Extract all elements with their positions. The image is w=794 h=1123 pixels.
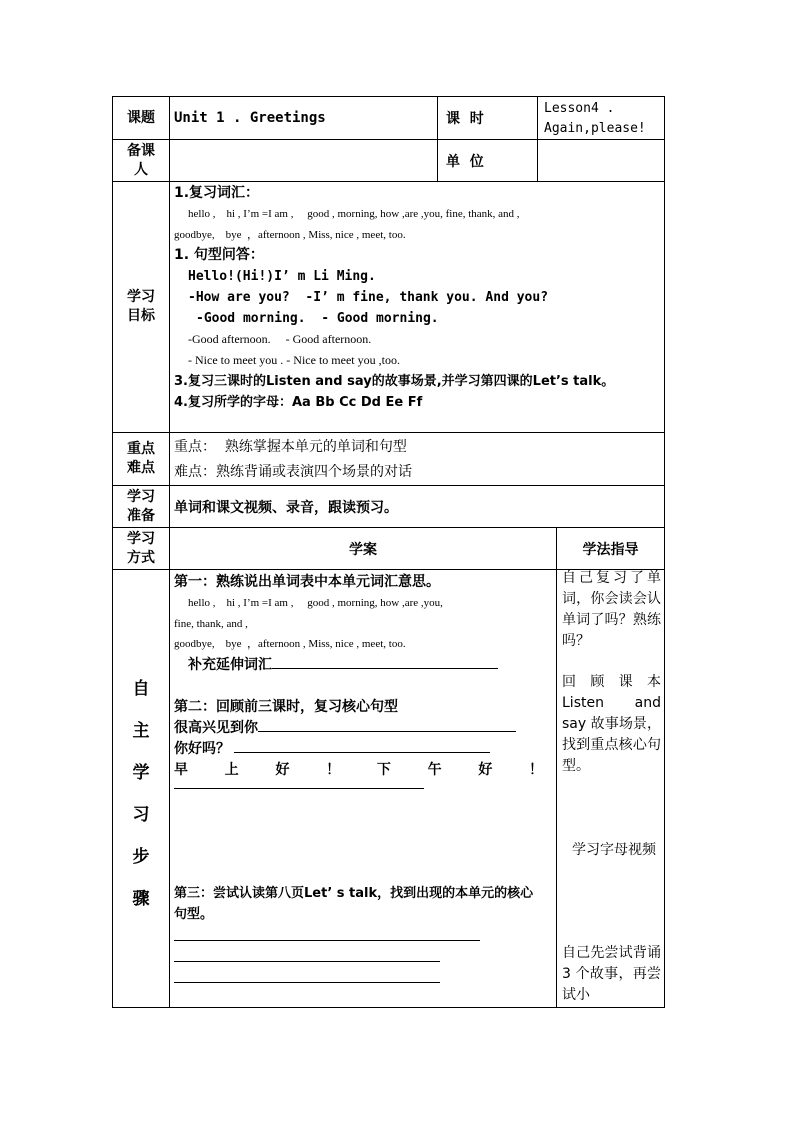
step3-blank-3[interactable] (174, 982, 440, 983)
key-point: 重点： 熟练掌握本单元的单词和句型 (174, 439, 407, 455)
method-label: 学习方式 (113, 528, 170, 570)
pattern-line-4: -Good afternoon. - Good afternoon. (188, 332, 372, 346)
vocab-line-2: goodbye, bye ，afternoon , Miss, nice , meet, too. (174, 229, 406, 241)
step2-char: 早 (174, 762, 204, 778)
pattern-line-1: Hello!(Hi!)I’ m Li Ming. (188, 269, 376, 284)
guide-header: 学法指导 (557, 528, 665, 570)
steps-label-char: 主 (132, 721, 150, 741)
unit-label: 单 位 (438, 140, 538, 182)
step2-char: 好 (275, 762, 306, 778)
guide-story: 回顾课本 Listen and say 故事场景，找到重点核心句型。 (562, 674, 661, 774)
pattern-line-5: - Nice to meet you . - Nice to meet you ,too. (188, 353, 400, 367)
preparer-row (113, 140, 665, 182)
preparer-value (170, 140, 438, 182)
lesson-title: Again,please! (544, 121, 646, 136)
topic-label: 课题 (113, 97, 170, 140)
answer-blank-2[interactable] (234, 740, 490, 753)
goals-row (113, 182, 665, 433)
vocab-line-1: hello , hi , I’m =I am , good , morning, how ,are ,you, fine, thank, and , (188, 208, 520, 220)
steps-label-char: 习 (132, 805, 150, 825)
step1-line-1: hello , hi , I’m =I am , good , morning, how ,are ,you, (188, 597, 443, 609)
prep-label: 学习准备 (113, 486, 170, 528)
plan-header: 学案 (170, 528, 557, 570)
step3-blank-1[interactable] (174, 940, 480, 941)
guide-vocab: 自己复习了单词，你会读会认单词了吗？熟练吗？ (562, 570, 661, 649)
study-plan-content (170, 570, 557, 1008)
preparer-label: 备课人 (113, 140, 170, 182)
step2-char: 下 (376, 762, 407, 778)
step1-line-3: goodbye, bye ，afternoon , Miss, nice , meet, too. (174, 638, 406, 650)
period-label: 课 时 (438, 97, 538, 140)
step2-prompt-1: 很高兴见到你 (174, 720, 258, 736)
study-guide-content (557, 570, 665, 1008)
guide-recite: 自己先尝试背诵 3 个故事，再尝试小 (562, 945, 661, 1003)
steps-label-char: 步 (132, 847, 150, 867)
goal-item-3: 3.复习三课时的Listen and say的故事场景,并学习第四课的Let’s talk。 (174, 374, 615, 389)
extra-vocab-blank[interactable] (272, 656, 498, 669)
step2-prompt-2: 你好吗？ (174, 741, 230, 757)
difficult-point: 难点：熟练背诵或表演四个场景的对话 (174, 464, 412, 480)
guide-letters: 学习字母视频 (572, 842, 656, 858)
goals-label: 学习目标 (113, 182, 170, 433)
steps-label-char: 学 (132, 763, 150, 783)
key-points-label: 重点难点 (113, 433, 170, 486)
pattern-line-2: -How are you? -I’ m fine, thank you. And you? (188, 290, 549, 305)
pattern-title: 1. 句型问答： (174, 247, 264, 263)
step1-extra (174, 655, 550, 676)
steps-row (113, 570, 665, 1008)
vocab-title: 1.复习词汇： (174, 185, 260, 201)
step2-question-1 (174, 718, 550, 739)
method-row (113, 528, 665, 570)
step2-question-2 (174, 739, 550, 760)
prep-row (113, 486, 665, 528)
step2-char: 好 (478, 762, 509, 778)
lesson-name-cell (538, 97, 665, 140)
step3-block (174, 883, 546, 983)
steps-label-char: 骤 (132, 889, 150, 909)
step2-char: ！ (326, 762, 357, 778)
pattern-line-3: -Good morning. - Good morning. (196, 311, 439, 326)
unit-value (538, 140, 665, 182)
topic-value: Unit 1 . Greetings (170, 97, 438, 140)
answer-blank-3[interactable] (174, 788, 424, 789)
step2-char: 上 (224, 762, 255, 778)
answer-blank-1[interactable] (258, 719, 516, 732)
steps-label (113, 570, 170, 1008)
step1-line-2: fine, thank, and , (174, 618, 248, 630)
goal-item-4: 4.复习所学的字母：Aa Bb Cc Dd Ee Ff (174, 395, 423, 410)
step1-title: 第一：熟练说出单词表中本单元词汇意思。 (174, 574, 440, 590)
key-points-row (113, 433, 665, 486)
steps-label-char: 自 (132, 679, 150, 699)
prep-text: 单词和课文视频、录音，跟读预习。 (170, 486, 665, 528)
goals-content (170, 182, 665, 433)
step3-blank-2[interactable] (174, 961, 440, 962)
key-points-content (170, 433, 665, 486)
step2-question-3 (174, 760, 543, 781)
step2-char: ！ (529, 762, 544, 778)
step2-char: 午 (427, 762, 458, 778)
lesson-plan-table (112, 96, 665, 1008)
topic-row (113, 97, 665, 140)
lesson-plan-sheet (112, 96, 664, 1008)
extra-vocab-label: 补充延伸词汇 (188, 657, 272, 673)
step3-title: 第三：尝试认读第八页Let’ s talk，找到出现的本单元的核心句型。 (174, 886, 534, 922)
lesson-number: Lesson4 . (544, 101, 615, 116)
step2-title: 第二：回顾前三课时，复习核心句型 (174, 699, 398, 715)
